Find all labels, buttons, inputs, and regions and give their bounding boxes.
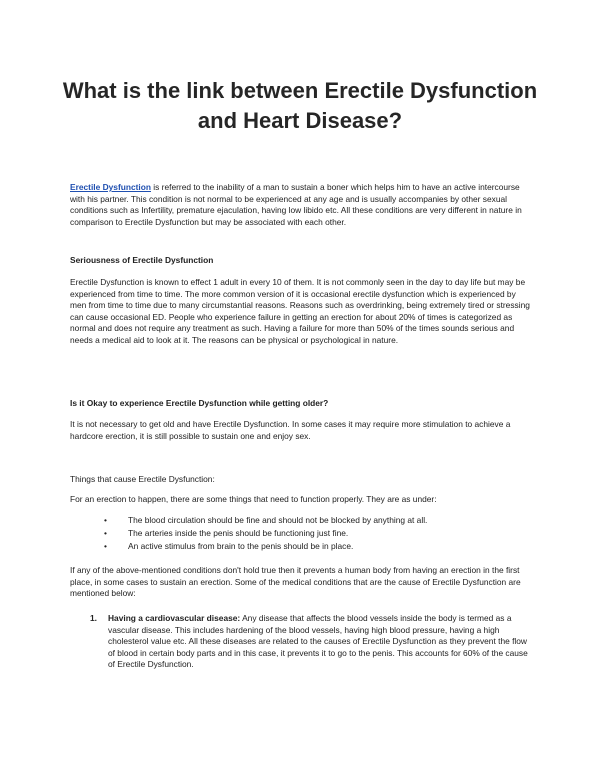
intro-text: is referred to the inability of a man to sustain a boner which helps him to have an active intercourse with his partner. This condition is not normal to be experienced at any age and is usually accompanies by other sexual conditions such as Infertility, premature ejaculation, having low libido etc. All these conditions are very different in nature in comparison to Erectile Dysfunction but may be associated with each other. [70, 182, 522, 227]
list-item: • The arteries inside the penis should be functioning just fine. [110, 527, 530, 540]
section-heading-seriousness: Seriousness of Erectile Dysfunction [70, 255, 214, 265]
older-paragraph: It is not necessary to get old and have Erectile Dysfunction. In some cases it may require more stimulation to achieve a hardcore erection, it is still possible to sustain one and enjoy sex. [70, 419, 511, 441]
erection-intro: For an erection to happen, there are some things that need to function properly. They are as under: [70, 494, 437, 504]
list-item: • The blood circulation should be fine and should not be blocked by anything at all. [110, 514, 530, 527]
seriousness-paragraph: Erectile Dysfunction is known to effect 1 adult in every 10 of them. It is not commonly seen in the day to day life but may be experienced from time to time. The more common version of it is occasional erectile dysfunction which is experienced by men from time to time due to many circumstantial reasons. Reasons such as overdrinking, being extremely tired or stressing can cause occasional ED. People who experience failure in getting an erection for about 20% of times is categorized as normal and does not require any treatment as such. Having a failure for more than 50% of the times sounds serious and needs a medical aid to look at it. The reasons can be physical or psychological in nature. [70, 277, 530, 345]
page-title: What is the link between Erectile Dysfunction and Heart Disease? [62, 78, 538, 133]
item-number: 1. [90, 613, 97, 623]
erectile-dysfunction-link[interactable]: Erectile Dysfunction [70, 182, 151, 192]
item-label: Having a cardiovascular disease: [108, 613, 241, 623]
section-heading-older: Is it Okay to experience Erectile Dysfunction while getting older? [70, 398, 329, 408]
intro-paragraph [70, 182, 532, 228]
causes-intro: Things that cause Erectile Dysfunction: [70, 474, 215, 484]
requirements-list [110, 514, 530, 553]
numbered-item-1 [90, 613, 530, 671]
list-item: • An active stimulus from brain to the penis should be in place. [110, 540, 530, 553]
conditions-intro: If any of the above-mentioned conditions don't hold true then it prevents a human body from having an erection in the first place, in some cases to sustain an erection. Some of the medical conditions that are the cause of Erectile Dysfunction are mentioned below: [70, 565, 521, 599]
item-text: Any disease that affects the blood vessels inside the body is termed as a vascular disease. This includes hardening of the blood vessels, having high blood pressure, having a high cholesterol value etc. All these diseases are related to the causes of Erectile Dysfunction as they prevent the flow of blood in certain body parts and in this case, it prevents it to go to the penis. This accounts for 60% of the cause of Erectile Dysfunction. [108, 613, 528, 670]
